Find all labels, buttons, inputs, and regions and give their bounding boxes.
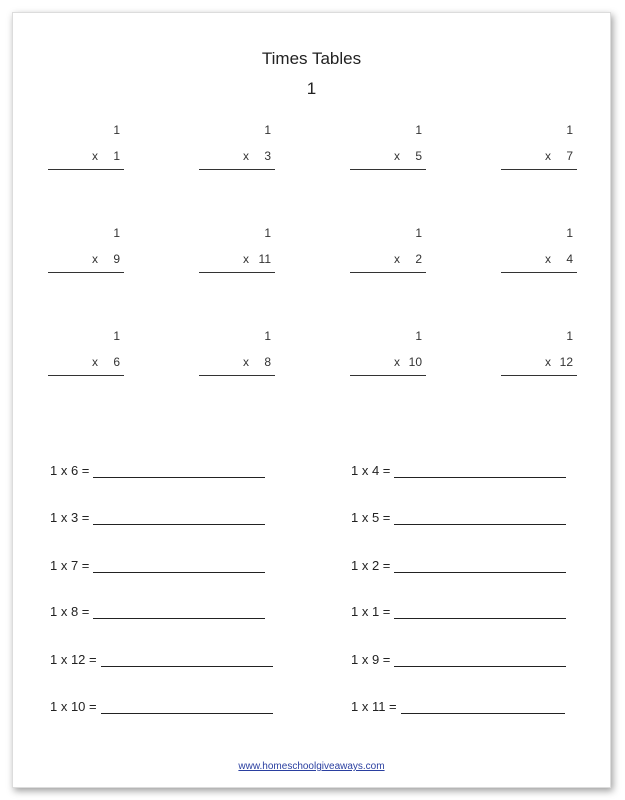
vertical-problem	[350, 123, 426, 173]
vertical-problem	[199, 226, 275, 276]
multiplier: 2	[415, 252, 422, 266]
answer-blank[interactable]	[394, 465, 566, 478]
horizontal-problem	[351, 604, 566, 619]
vertical-problem	[48, 329, 124, 379]
times-operator: x	[394, 355, 400, 369]
times-operator: x	[545, 149, 551, 163]
multiplicand: 1	[264, 123, 271, 137]
times-operator: x	[545, 252, 551, 266]
multiplier: 9	[113, 252, 120, 266]
problem-text: 1 x 10 =	[50, 699, 97, 714]
multiplier: 6	[113, 355, 120, 369]
multiplier: 8	[264, 355, 271, 369]
problem-text: 1 x 8 =	[50, 604, 90, 619]
horizontal-problem	[50, 463, 265, 478]
answer-blank[interactable]	[93, 465, 265, 478]
times-operator: x	[394, 252, 400, 266]
worksheet-title: Times Tables	[261, 49, 362, 68]
answer-line	[350, 375, 426, 376]
vertical-problem	[199, 123, 275, 173]
horizontal-problem	[50, 604, 265, 619]
problem-text: 1 x 2 =	[351, 558, 391, 573]
multiplicand: 1	[566, 329, 573, 343]
times-operator: x	[545, 355, 551, 369]
answer-blank[interactable]	[401, 701, 565, 714]
answer-blank[interactable]	[93, 560, 265, 573]
answer-blank[interactable]	[394, 560, 566, 573]
answer-blank[interactable]	[394, 512, 566, 525]
horizontal-problem	[351, 558, 566, 573]
problem-text: 1 x 1 =	[351, 604, 391, 619]
multiplicand: 1	[113, 226, 120, 240]
multiplier: 5	[415, 149, 422, 163]
multiplier: 3	[264, 149, 271, 163]
multiplicand: 1	[113, 123, 120, 137]
answer-line	[48, 375, 124, 376]
problem-text: 1 x 6 =	[50, 463, 90, 478]
vertical-problem	[501, 226, 577, 276]
table-number: 1	[306, 79, 317, 98]
times-operator: x	[92, 252, 98, 266]
multiplicand: 1	[264, 329, 271, 343]
multiplicand: 1	[415, 329, 422, 343]
answer-blank[interactable]	[394, 654, 566, 667]
worksheet-page	[12, 12, 611, 788]
problem-text: 1 x 7 =	[50, 558, 90, 573]
answer-line	[350, 169, 426, 170]
multiplicand: 1	[415, 123, 422, 137]
answer-line	[501, 375, 577, 376]
multiplicand: 1	[113, 329, 120, 343]
answer-line	[199, 272, 275, 273]
multiplier: 12	[559, 355, 573, 369]
answer-blank[interactable]	[93, 606, 265, 619]
answer-line	[501, 272, 577, 273]
answer-line	[501, 169, 577, 170]
horizontal-problem	[50, 510, 265, 525]
problem-text: 1 x 4 =	[351, 463, 391, 478]
vertical-problem	[501, 123, 577, 173]
times-operator: x	[92, 149, 98, 163]
answer-line	[48, 169, 124, 170]
vertical-problem	[48, 123, 124, 173]
times-operator: x	[394, 149, 400, 163]
multiplicand: 1	[566, 226, 573, 240]
horizontal-problem	[351, 463, 566, 478]
multiplicand: 1	[415, 226, 422, 240]
problem-text: 1 x 3 =	[50, 510, 90, 525]
vertical-problem	[199, 329, 275, 379]
answer-line	[199, 169, 275, 170]
multiplier: 7	[566, 149, 573, 163]
answer-blank[interactable]	[101, 654, 273, 667]
vertical-problem	[501, 329, 577, 379]
problem-text: 1 x 9 =	[351, 652, 391, 667]
horizontal-problem	[50, 558, 265, 573]
vertical-problem	[48, 226, 124, 276]
answer-blank[interactable]	[394, 606, 566, 619]
horizontal-problem	[351, 699, 565, 714]
multiplier: 10	[408, 355, 422, 369]
horizontal-problem	[351, 510, 566, 525]
multiplier: 1	[113, 149, 120, 163]
answer-line	[350, 272, 426, 273]
vertical-problem	[350, 329, 426, 379]
times-operator: x	[92, 355, 98, 369]
vertical-problem	[350, 226, 426, 276]
multiplier: 4	[566, 252, 573, 266]
horizontal-problem	[50, 699, 273, 714]
horizontal-problem	[50, 652, 273, 667]
footer-link[interactable]: www.homeschoolgiveaways.com	[238, 761, 385, 772]
times-operator: x	[243, 149, 249, 163]
times-operator: x	[243, 252, 249, 266]
answer-line	[199, 375, 275, 376]
multiplier: 11	[258, 252, 271, 266]
problem-text: 1 x 11 =	[351, 699, 397, 714]
horizontal-problem	[351, 652, 566, 667]
answer-blank[interactable]	[93, 512, 265, 525]
problem-text: 1 x 5 =	[351, 510, 391, 525]
problem-text: 1 x 12 =	[50, 652, 97, 667]
multiplicand: 1	[566, 123, 573, 137]
multiplicand: 1	[264, 226, 271, 240]
answer-line	[48, 272, 124, 273]
answer-blank[interactable]	[101, 701, 273, 714]
times-operator: x	[243, 355, 249, 369]
